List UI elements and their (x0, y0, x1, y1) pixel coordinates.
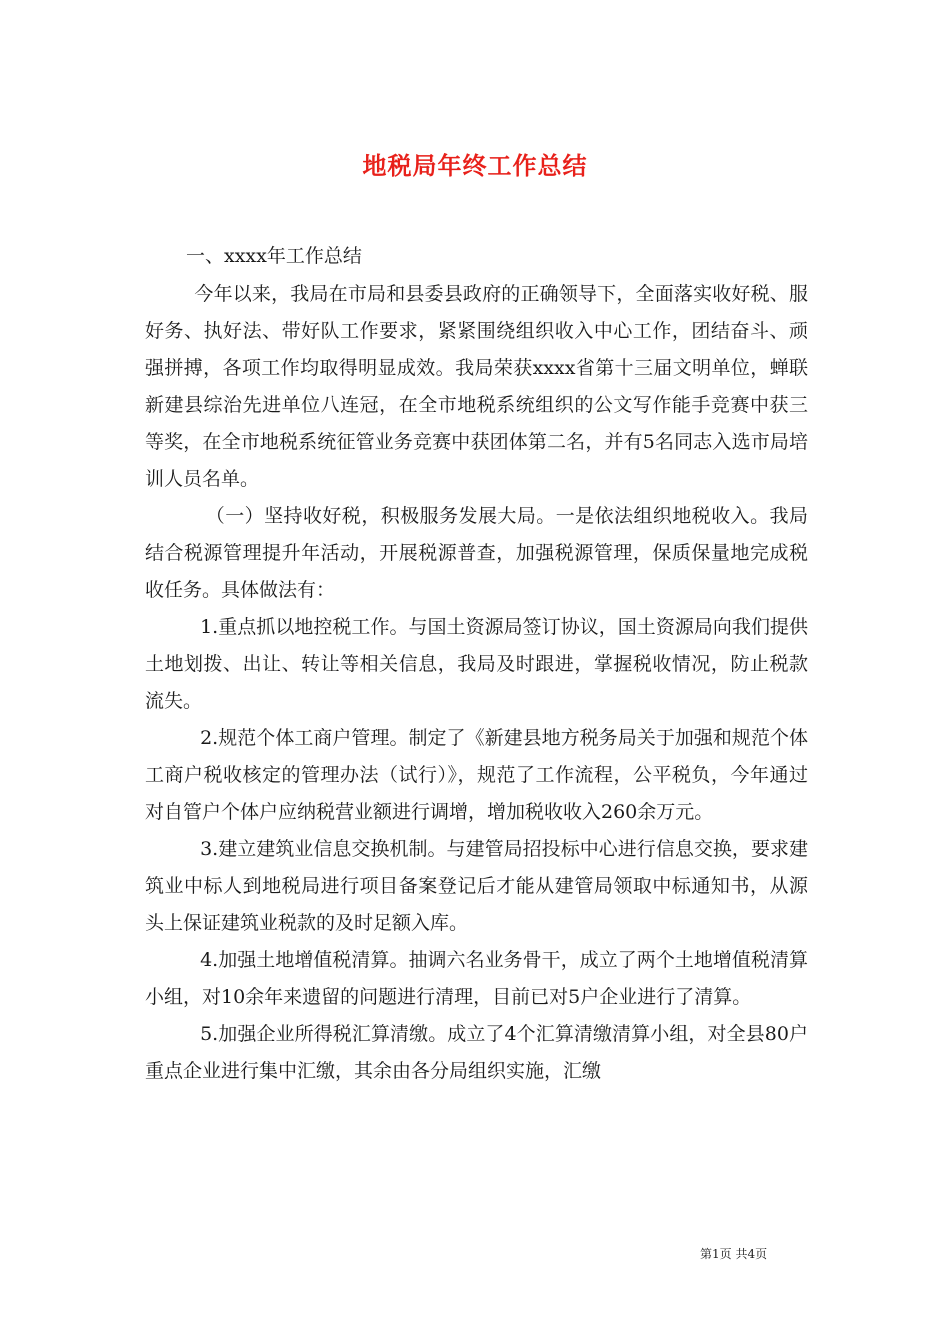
document-body (145, 276, 808, 1090)
paragraph-subsection-1: （一）坚持收好税，积极服务发展大局。一是依法组织地税收入。我局结合税源管理提升年活动，开展税源普查，加强税源管理，保质保量地完成税收任务。具体做法有： (145, 505, 808, 601)
section-heading: 一、xxxx年工作总结 (186, 245, 362, 267)
paragraph-item-1: 1.重点抓以地控税工作。与国土资源局签订协议，国土资源局向我们提供土地划拨、出让、转让等相关信息，我局及时跟进，掌握税收情况，防止税款流失。 (145, 616, 808, 712)
paragraph-item-3: 3.建立建筑业信息交换机制。与建管局招投标中心进行信息交换，要求建筑业中标人到地税局进行项目备案登记后才能从建管局领取中标通知书，从源头上保证建筑业税款的及时足额入库。 (145, 838, 808, 934)
page-number: 第1页 共4页 (700, 1247, 768, 1261)
paragraph-intro: 今年以来，我局在市局和县委县政府的正确领导下，全面落实收好税、服好务、执好法、带好队工作要求，紧紧围绕组织收入中心工作，团结奋斗、顽强拼搏，各项工作均取得明显成效。我局荣获xxxx省第十三届文明单位，蝉联新建县综治先进单位八连冠，在全市地税系统组织的公文写作能手竞赛中获三等奖，在全市地税系统征管业务竞赛中获团体第二名，并有5名同志入选市局培训人员名单。 (145, 283, 808, 490)
page-title: 地税局年终工作总结 (362, 151, 588, 181)
paragraph-item-5: 5.加强企业所得税汇算清缴。成立了4个汇算清缴清算小组，对全县80户重点企业进行集中汇缴，其余由各分局组织实施，汇缴 (145, 1023, 808, 1082)
paragraph-item-2: 2.规范个体工商户管理。制定了《新建县地方税务局关于加强和规范个体工商户税收核定的管理办法（试行）》，规范了工作流程，公平税负，今年通过对自管户个体户应纳税营业额进行调增，增加税收收入260余万元。 (145, 727, 808, 823)
paragraph-item-4: 4.加强土地增值税清算。抽调六名业务骨干，成立了两个土地增值税清算小组，对10余年来遗留的问题进行清理，目前已对5户企业进行了清算。 (145, 949, 808, 1008)
